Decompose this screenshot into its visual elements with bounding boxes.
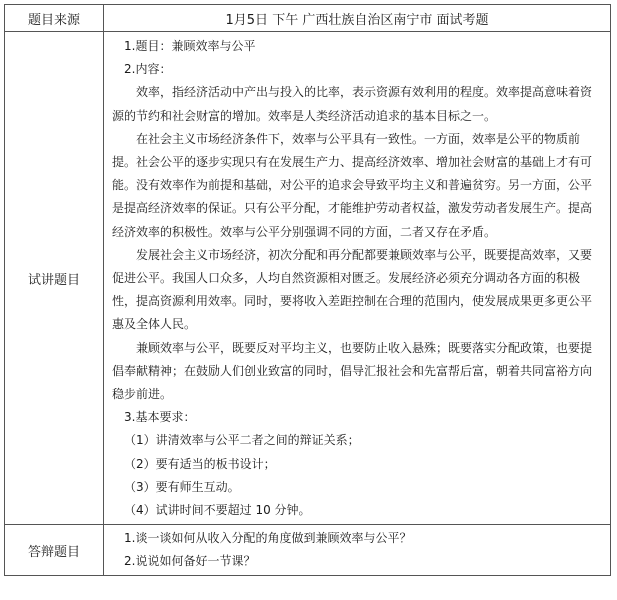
requirement-item: （3）要有师生互动。 bbox=[124, 479, 240, 494]
source-row bbox=[5, 5, 611, 32]
source-label: 题目来源 bbox=[5, 5, 104, 32]
exam-table bbox=[4, 4, 611, 576]
lecture-title: 1.题目：兼顾效率与公平 bbox=[124, 39, 256, 53]
paragraph: 效率，指经济活动中产出与投入的比率，表示资源有效利用的程度。效率提高意味着资源的节约和社会财富的增加。效率是人类经济活动追求的基本目标之一。 bbox=[112, 85, 593, 123]
paragraph: 在社会主义市场经济条件下，效率与公平具有一致性。一方面，效率是公平的物质前提。社会公平的逐步实现只有在发展生产力、提高经济效率、增加社会财富的基础上才有可能。没有效率作为前提和基础，对公平的追求会导致平均主义和普遍贫穷。另一方面，公平是提高经济效率的保证。只有公平分配，才能维护劳动者权益，激发劳动者发展生产。提高经济效率的积极性。效率与公平分别强调不同的方面，二者又存在矛盾。 bbox=[112, 131, 593, 239]
defense-question: 2.说说如何备好一节课？ bbox=[124, 554, 256, 569]
defense-content bbox=[104, 525, 611, 576]
lecture-content bbox=[104, 32, 611, 525]
requirement-item: （4）试讲时间不要超过 10 分钟。 bbox=[124, 503, 311, 518]
defense-row bbox=[5, 525, 611, 576]
defense-label: 答辩题目 bbox=[5, 525, 104, 576]
requirement-item: （1）讲清效率与公平二者之间的辩证关系； bbox=[124, 433, 360, 448]
content-heading: 2.内容： bbox=[124, 62, 172, 77]
paragraph: 发展社会主义市场经济，初次分配和再分配都要兼顾效率与公平，既要提高效率，又要促进公平。我国人口众多，人均自然资源相对匮乏。发展经济必须充分调动各方面的积极性，提高资源利用效率。同时，要将收入差距控制在合理的范围内，使发展成果更多更公平惠及全体人民。 bbox=[112, 247, 593, 332]
paragraph: 兼顾效率与公平，既要反对平均主义，也要防止收入悬殊；既要落实分配政策，也要提倡奉献精神；在鼓励人们创业致富的同时，倡导汇报社会和先富帮后富，朝着共同富裕方向稳步前进。 bbox=[112, 340, 593, 402]
requirements-heading: 3.基本要求： bbox=[124, 410, 196, 425]
lecture-label: 试讲题目 bbox=[5, 32, 104, 525]
source-value: 1月5日 下午 广西壮族自治区南宁市 面试考题 bbox=[104, 5, 611, 32]
defense-question: 1.谈一谈如何从收入分配的角度做到兼顾效率与公平？ bbox=[124, 531, 412, 546]
lecture-row bbox=[5, 32, 611, 525]
requirement-item: （2）要有适当的板书设计； bbox=[124, 456, 276, 471]
